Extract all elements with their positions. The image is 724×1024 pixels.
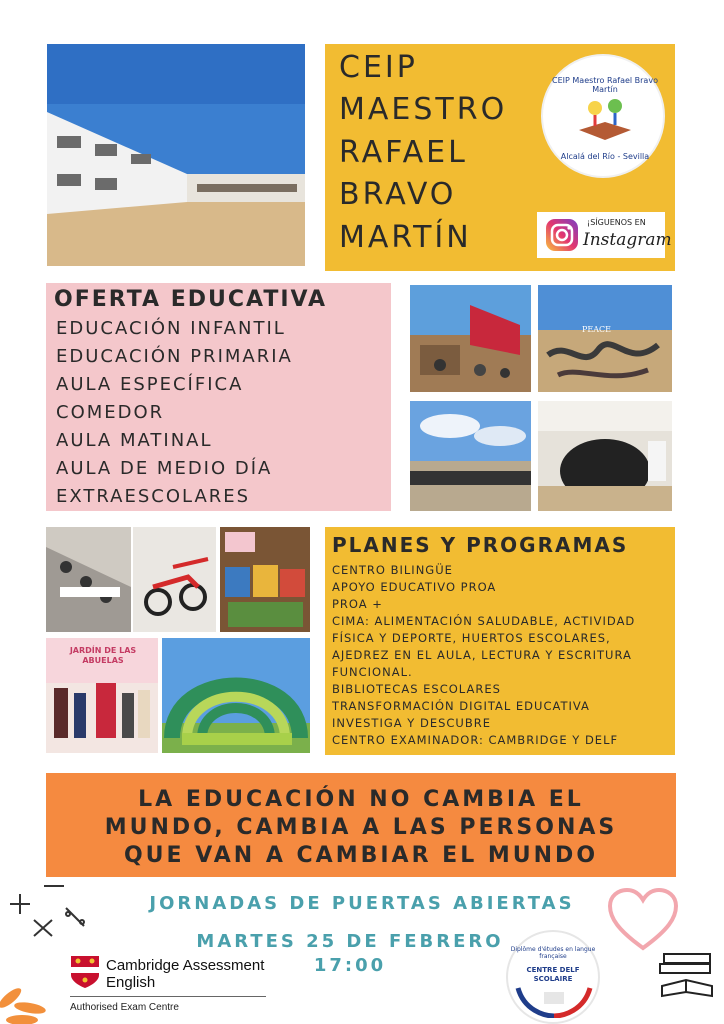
plans-line: CENTRO EXAMINADOR: CAMBRIDGE Y DELF bbox=[332, 733, 619, 747]
plans-line: CENTRO BILINGÜE bbox=[332, 563, 453, 577]
plans-line: PROA + bbox=[332, 597, 383, 611]
activity-photo-books bbox=[220, 527, 310, 632]
instagram-wordmark: Instagram bbox=[583, 230, 672, 250]
activity-photo-stairs bbox=[46, 527, 131, 632]
offer-item: EDUCACIÓN INFANTIL bbox=[56, 318, 286, 339]
garden-sign-text: JARDÍN DE LAS ABUELAS bbox=[69, 646, 137, 665]
offer-item: AULA ESPECÍFICA bbox=[56, 374, 244, 395]
orange-flower-icon bbox=[0, 968, 56, 1024]
instagram-follow-text: ¡SÍGUENOS EN bbox=[587, 218, 646, 227]
cambridge-divider bbox=[70, 996, 266, 997]
offer-item: AULA DE MEDIO DÍA bbox=[56, 458, 273, 479]
school-logo bbox=[541, 54, 665, 178]
open-day-title: JORNADAS DE PUERTAS ABIERTAS bbox=[149, 893, 575, 914]
plans-line: FÍSICA Y DEPORTE, HUERTOS ESCOLARES, bbox=[332, 631, 611, 645]
plans-line: INVESTIGA Y DESCUBRE bbox=[332, 716, 491, 730]
cambridge-shield-icon bbox=[70, 955, 100, 989]
open-day-time: 17:00 bbox=[313, 955, 387, 976]
activity-photo-assembly bbox=[410, 401, 531, 511]
delf-diploma-text: Diplôme d'études en langue française bbox=[510, 946, 596, 960]
title-line-2: MAESTRO bbox=[339, 92, 508, 127]
quote-line-2: MUNDO, CAMBIA A LAS PERSONAS bbox=[104, 815, 618, 840]
offer-item: EDUCACIÓN PRIMARIA bbox=[56, 346, 293, 367]
offer-item: COMEDOR bbox=[56, 402, 165, 423]
offer-title: OFERTA EDUCATIVA bbox=[54, 287, 328, 312]
plans-line: BIBLIOTECAS ESCOLARES bbox=[332, 682, 501, 696]
cambridge-caption: Authorised Exam Centre bbox=[70, 1002, 179, 1013]
logo-location: Alcalá del Río - Sevilla bbox=[560, 152, 650, 161]
delf-center-text: CENTRE DELF SCOLAIRE bbox=[526, 966, 580, 983]
activity-photo-peace bbox=[538, 285, 672, 392]
title-line-1: CEIP bbox=[339, 50, 418, 85]
delf-scolaire-seal bbox=[506, 930, 600, 1024]
activity-photo-garden-family bbox=[46, 638, 158, 753]
cambridge-name-line1: Cambridge Assessment bbox=[106, 957, 265, 974]
title-line-4: BRAVO bbox=[339, 177, 457, 212]
plans-line: AJEDREZ EN EL AULA, LECTURA Y ESCRITURA bbox=[332, 648, 632, 662]
logo-school-name: CEIP Maestro Rafael Bravo Martín bbox=[552, 76, 658, 94]
offer-item: EXTRAESCOLARES bbox=[56, 486, 251, 507]
instagram-icon bbox=[545, 218, 579, 252]
plans-line: TRANSFORMACIÓN DIGITAL EDUCATIVA bbox=[332, 699, 590, 713]
peace-sign-text: PEACE bbox=[582, 325, 611, 334]
open-day-date: MARTES 25 DE FEBRERO bbox=[196, 931, 504, 952]
quote-banner bbox=[46, 773, 676, 877]
activity-photo-inflatable-tunnel bbox=[162, 638, 310, 753]
instagram-badge[interactable] bbox=[537, 212, 672, 258]
quote-line-1: LA EDUCACIÓN NO CAMBIA EL bbox=[138, 787, 584, 812]
cambridge-name-line2: English bbox=[106, 974, 156, 991]
school-building-photo bbox=[47, 44, 305, 266]
offer-item: AULA MATINAL bbox=[56, 430, 213, 451]
plans-line: CIMA: ALIMENTACIÓN SALUDABLE, ACTIVIDAD bbox=[332, 614, 636, 628]
title-line-3: RAFAEL bbox=[339, 135, 468, 170]
educational-offer-panel bbox=[46, 283, 391, 511]
plans-and-programs-panel bbox=[325, 527, 675, 755]
plans-line: FUNCIONAL. bbox=[332, 665, 413, 679]
quote-line-3: QUE VAN A CAMBIAR EL MUNDO bbox=[123, 843, 599, 868]
title-line-5: MARTÍN bbox=[339, 220, 472, 255]
plans-title: PLANES Y PROGRAMAS bbox=[332, 533, 629, 557]
activity-photo-tent bbox=[410, 285, 531, 392]
activity-photo-planetarium bbox=[538, 401, 672, 511]
delf-tricolor-arc-icon bbox=[514, 984, 594, 1018]
activity-photo-bikes bbox=[133, 527, 216, 632]
children-on-book-icon bbox=[575, 94, 635, 146]
plans-line: APOYO EDUCATIVO PROA bbox=[332, 580, 497, 594]
school-title-panel bbox=[325, 44, 675, 271]
